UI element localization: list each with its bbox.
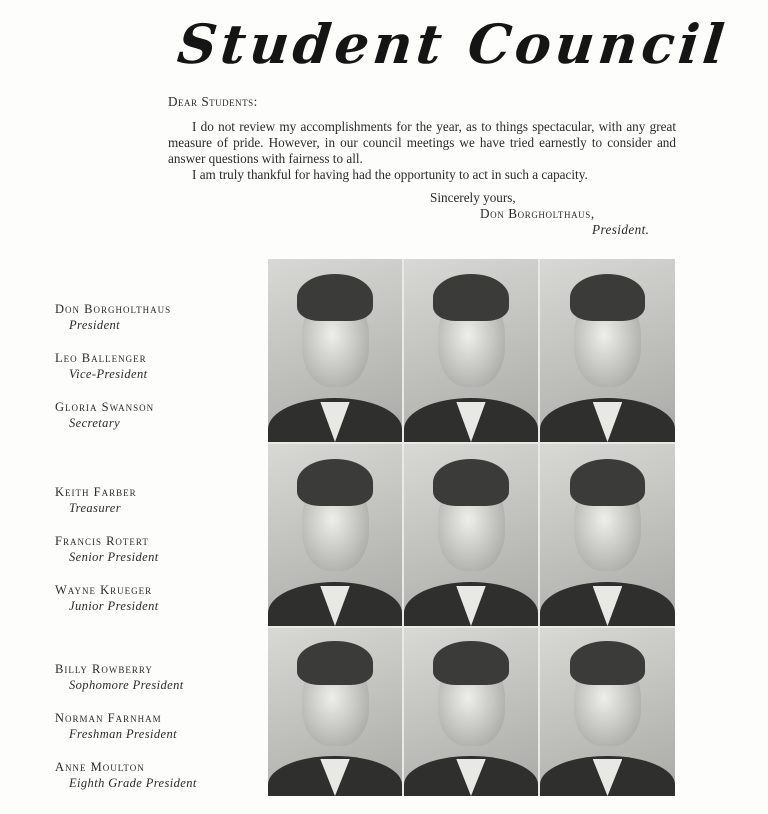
letter-paragraph: I do not review my accomplishments for the year, as to things spectacular, with any great measure of pride. However, in our council meetings we have tried earnestly to consider and answer questions with fairness to all. — [168, 119, 676, 166]
member-name: Norman Farnham — [55, 711, 162, 725]
member-portrait — [404, 444, 538, 626]
member-name: Anne Moulton — [55, 760, 145, 774]
member-entry — [55, 351, 255, 382]
letter-signer-title: President. — [592, 222, 650, 237]
member-role: Sophomore President — [69, 677, 184, 692]
member-entry — [55, 534, 255, 565]
member-entry — [55, 302, 255, 333]
letter-paragraph: I am truly thankful for having had the opportunity to act in such a capacity. — [192, 167, 588, 182]
member-name: Leo Ballenger — [55, 351, 147, 365]
member-name: Keith Farber — [55, 485, 137, 499]
portrait-grid — [268, 259, 675, 796]
member-portrait — [404, 259, 538, 442]
president-letter — [168, 94, 676, 183]
member-name: Gloria Swanson — [55, 400, 155, 414]
member-portrait — [268, 628, 402, 796]
member-name: Don Borgholthaus — [55, 302, 172, 316]
member-role: Secretary — [69, 415, 121, 430]
member-entry — [55, 760, 255, 791]
member-role: Treasurer — [69, 500, 121, 515]
member-entry — [55, 662, 255, 693]
member-portrait — [268, 259, 402, 442]
member-role: Vice-President — [69, 366, 148, 381]
member-portrait — [540, 628, 675, 796]
member-name: Billy Rowberry — [55, 662, 153, 676]
member-role: President — [69, 317, 121, 332]
member-portrait — [540, 444, 675, 626]
member-role: Junior President — [69, 598, 159, 613]
page-title: Student Council — [174, 12, 732, 76]
member-portrait — [404, 628, 538, 796]
member-name: Francis Rotert — [55, 534, 149, 548]
member-entry — [55, 400, 255, 431]
letter-signer: Don Borgholthaus, — [480, 206, 595, 221]
member-portrait — [540, 259, 675, 442]
letter-greeting: Dear Students: — [168, 94, 258, 109]
member-role: Eighth Grade President — [69, 775, 197, 790]
member-name: Wayne Krueger — [55, 583, 153, 597]
member-role: Senior President — [69, 549, 159, 564]
letter-closing: Sincerely yours, — [430, 190, 516, 205]
member-portrait — [268, 444, 402, 626]
member-entry — [55, 485, 255, 516]
member-entry — [55, 583, 255, 614]
member-entry — [55, 711, 255, 742]
member-role: Freshman President — [69, 726, 177, 741]
